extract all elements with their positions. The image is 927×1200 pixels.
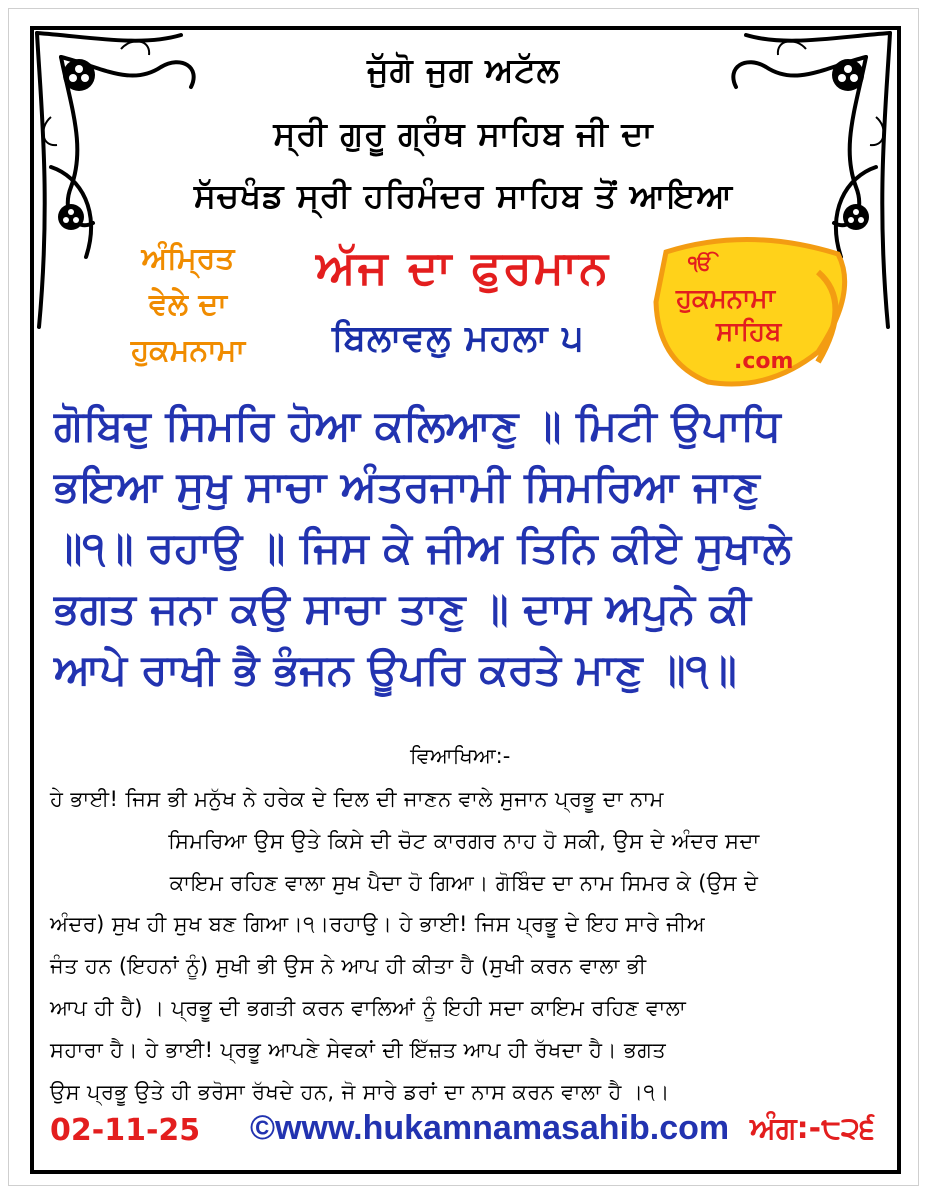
vyakhia-line: ਕਾਇਮ ਰਹਿਣ ਵਾਲਾ ਸੁਖ ਪੈਦਾ ਹੋ ਗਿਆ। ਗੋਬਿੰਦ ਦਾ ਨਾਮ ਸਿਮਰ ਕੇ (ਉਸ ਦੇ <box>169 870 759 895</box>
hukamnama-sahib-logo <box>648 232 858 390</box>
logo-text-3: .com <box>734 349 794 374</box>
header-line-1: ਜੁੱਗੋ ਜੁਗ ਅਟੱਲ <box>367 50 560 89</box>
footer <box>50 1109 880 1157</box>
amrit-line-1: ਅੰਮ੍ਰਿਤ <box>141 241 235 276</box>
vyakhia-line: ਅੰਦਰ) ਸੁਖ ਹੀ ਸੁਖ ਬਣ ਗਿਆ।੧।ਰਹਾਉ। ਹੇ ਭਾਈ! ਜਿਸ ਪ੍ਰਭੂ ਦੇ ਇਹ ਸਾਰੇ ਜੀਅ <box>50 912 706 937</box>
amrit-line-2: ਵੇਲੇ ਦਾ <box>149 287 227 322</box>
vyakhia-line: ਸਹਾਰਾ ਹੈ। ਹੇ ਭਾਈ! ਪ੍ਰਭੂ ਆਪਣੇ ਸੇਵਕਾਂ ਦੀ ਇੱਜ਼ਤ ਆਪ ਹੀ ਰੱਖਦਾ ਹੈ। ਭਗਤ <box>50 1037 667 1062</box>
logo-text-1: ਹੁਕਮਨਾਮਾ <box>676 284 776 314</box>
raag-heading: ਬਿਲਾਵਲੁ ਮਹਲਾ ੫ <box>331 318 585 359</box>
page-title: ਅੱਜ ਦਾ ਫੁਰਮਾਨ <box>316 240 610 294</box>
header-line-2: ਸ੍ਰੀ ਗੁਰੂ ਗ੍ਰੰਥ ਸਾਹਿਬ ਜੀ ਦਾ <box>273 114 654 153</box>
shabad-line: ਭਗਤ ਜਨਾ ਕਉ ਸਾਚਾ ਤਾਣੁ ॥ ਦਾਸ ਅਪੁਨੇ ਕੀ <box>54 584 751 633</box>
vyakhia-line: ਹੇ ਭਾਈ! ਜਿਸ ਭੀ ਮਨੁੱਖ ਨੇ ਹਰੇਕ ਦੇ ਦਿਲ ਦੀ ਜਾਣਨ ਵਾਲੇ ਸੁਜਾਨ ਪ੍ਰਭੂ ਦਾ ਨਾਮ <box>50 787 664 811</box>
vyakhia-text <box>50 779 878 1113</box>
vyakhia-line: ਜੰਤ ਹਨ (ਇਹਨਾਂ ਨੂੰ) ਸੁਖੀ ਭੀ ਉਸ ਨੇ ਆਪ ਹੀ ਕੀਤਾ ਹੈ (ਸੁਖੀ ਕਰਨ ਵਾਲਾ ਭੀ <box>50 954 647 979</box>
shabad-text <box>54 395 879 700</box>
shabad-line: ਭਇਆ ਸੁਖੁ ਸਾਚਾ ਅੰਤਰਜਾਮੀ ਸਿਮਰਿਆ ਜਾਣੁ <box>54 462 760 511</box>
header-line-3: ਸੱਚਖੰਡ ਸ੍ਰੀ ਹਰਿਮੰਦਰ ਸਾਹਿਬ ਤੋਂ ਆਇਆ <box>193 176 734 215</box>
vyakhia-line: ਆਪ ਹੀ ਹੈ) । ਪ੍ਰਭੂ ਦੀ ਭਗਤੀ ਕਰਨ ਵਾਲਿਆਂ ਨੂੰ ਇਹੀ ਸਦਾ ਕਾਇਮ ਰਹਿਣ ਵਾਲਾ <box>50 995 687 1020</box>
date-label: 02-11-25 <box>50 1113 201 1148</box>
shabad-line: ਗੋਬਿਦੁ ਸਿਮਰਿ ਹੋਆ ਕਲਿਆਣੁ ॥ ਮਿਟੀ ਉਪਾਧਿ <box>54 401 781 450</box>
vyakhia-line: ਸਿਮਰਿਆ ਉਸ ਉਤੇ ਕਿਸੇ ਦੀ ਚੋਟ ਕਾਰਗਰ ਨਾਹ ਹੋ ਸਕੀ, ਉਸ ਦੇ ਅੰਦਰ ਸਦਾ <box>168 828 760 853</box>
ik-onkar-icon: ੴ <box>688 251 713 275</box>
amrit-line-3: ਹੁਕਮਨਾਮਾ <box>130 333 246 368</box>
logo-text-2: ਸਾਹਿਬ <box>716 317 782 347</box>
shabad-line: ॥੧॥ ਰਹਾਉ ॥ ਜਿਸ ਕੇ ਜੀਅ ਤਿਨਿ ਕੀਏ ਸੁਖਾਲੇ <box>54 523 792 572</box>
amrit-vele-label <box>88 236 288 374</box>
ang-label: ਅੰਗ:-੮੨੬ <box>750 1111 875 1146</box>
vyakhia-line: ਉਸ ਪ੍ਰਭੂ ਉਤੇ ਹੀ ਭਰੋਸਾ ਰੱਖਦੇ ਹਨ, ਜੋ ਸਾਰੇ ਡਰਾਂ ਦਾ ਨਾਸ ਕਰਨ ਵਾਲਾ ਹੈ ।੧। <box>50 1079 670 1104</box>
shabad-line: ਆਪੇ ਰਾਖੀ ਭੈ ਭੰਜਨ ਊਪਰਿ ਕਰਤੇ ਮਾਣੁ ॥੧॥ <box>54 645 737 694</box>
website-link[interactable]: ©www.hukamnamasahib.com <box>250 1109 730 1147</box>
vyakhia-heading: ਵਿਆਖਿਆ:- <box>410 744 511 768</box>
